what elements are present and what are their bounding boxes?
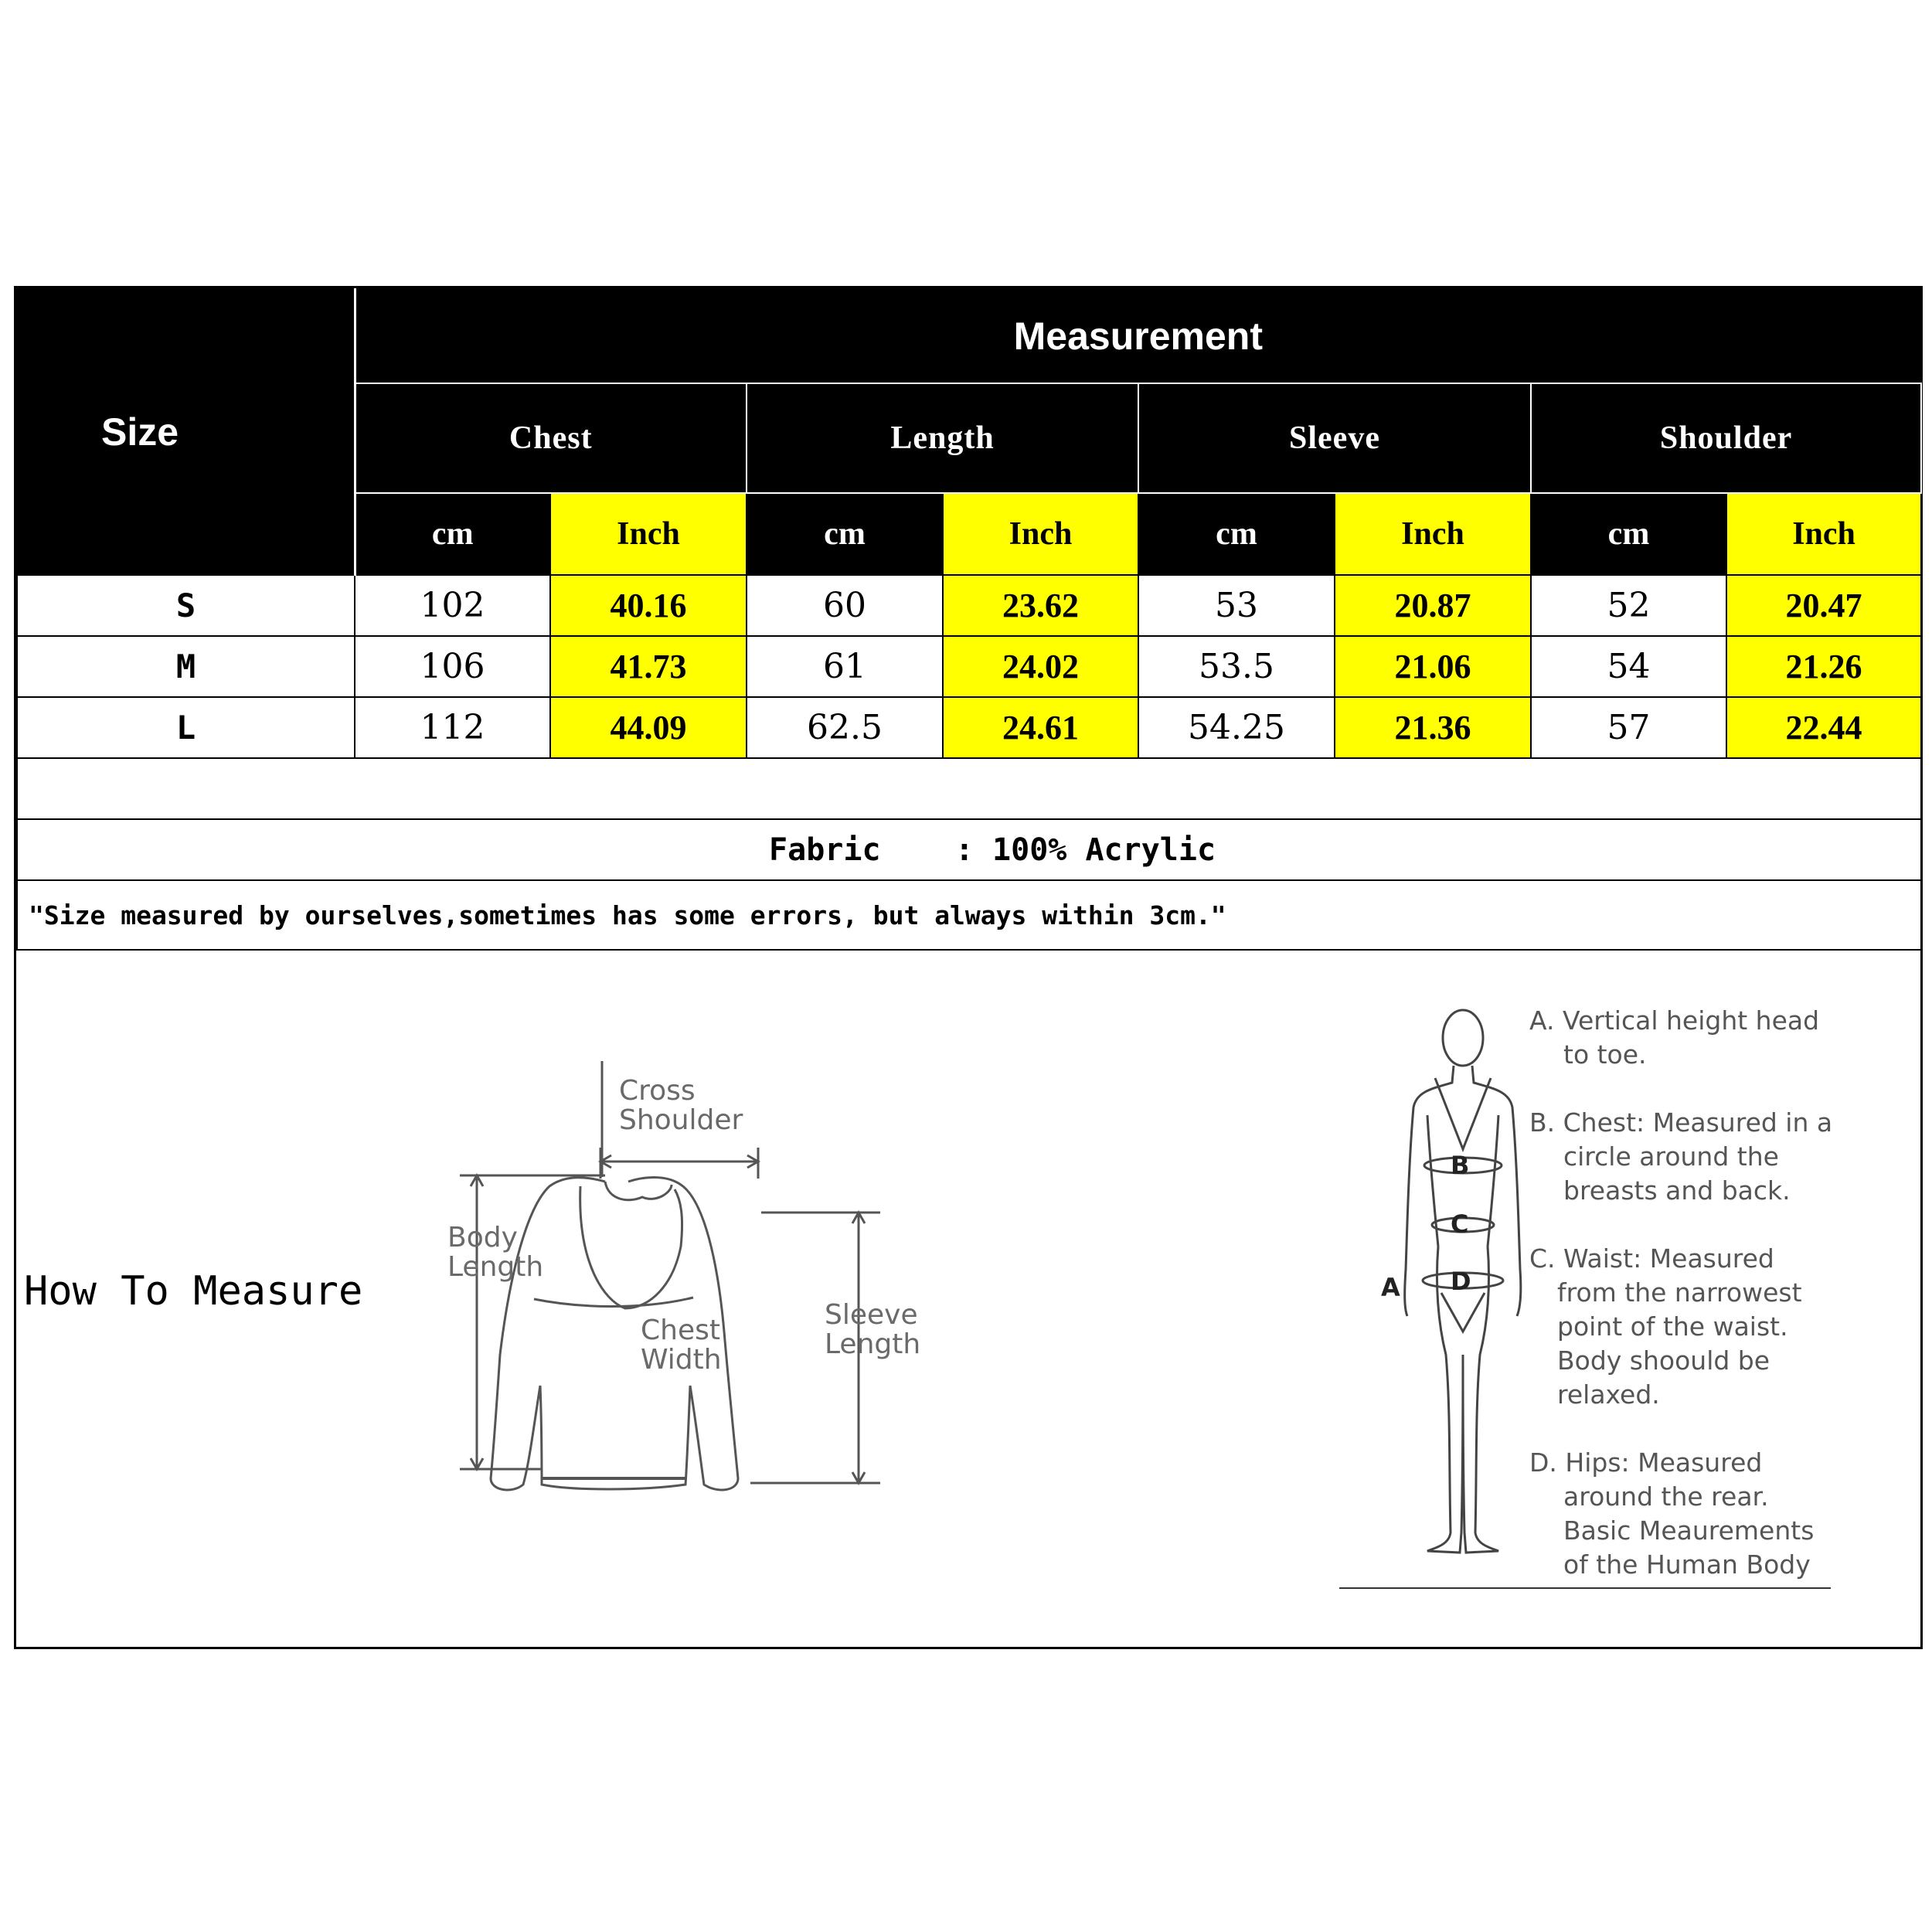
size-table	[16, 288, 1922, 951]
fabric-label: Fabric	[769, 832, 881, 868]
legend-a2: to toe.	[1563, 1039, 1647, 1070]
shoulder-cm-cell: 57	[1531, 697, 1726, 758]
legend-b1: B. Chest: Measured in a	[1529, 1107, 1833, 1138]
sleeve-inch-cell: 20.87	[1335, 575, 1531, 636]
legend-b3: breasts and back.	[1563, 1175, 1791, 1206]
table-row	[17, 575, 1921, 636]
table-row	[17, 697, 1921, 758]
blank-row	[17, 758, 1921, 819]
width-label: Width	[641, 1344, 722, 1376]
shoulder-cm-cell: 52	[1531, 575, 1726, 636]
length-cm-header: cm	[747, 493, 943, 575]
sleeve-inch-cell: 21.06	[1335, 636, 1531, 697]
sleeve-inch-cell: 21.36	[1335, 697, 1531, 758]
how-to-measure-label: How To Measure	[24, 1268, 363, 1315]
chest-header: Chest	[355, 383, 747, 493]
measure-legend	[1529, 1004, 1854, 1582]
marker-c: C	[1451, 1209, 1469, 1239]
sleeve-cm-cell: 53	[1138, 575, 1335, 636]
chest-inch-cell: 40.16	[550, 575, 747, 636]
size-cell: L	[17, 697, 355, 758]
measurement-header: Measurement	[355, 289, 1921, 383]
sleeve-cm-header: cm	[1138, 493, 1335, 575]
shoulder-inch-cell: 22.44	[1726, 697, 1921, 758]
legend-d3: Basic Meaurements	[1563, 1515, 1815, 1546]
legend-c2: from the narrowest	[1557, 1277, 1802, 1308]
shoulder-label: Shoulder	[619, 1104, 743, 1136]
marker-d: D	[1451, 1267, 1471, 1296]
body-diagram	[1361, 992, 1539, 1579]
size-header: Size	[17, 289, 355, 575]
sleeve-length-label: Length	[825, 1328, 921, 1360]
note-row	[17, 880, 1921, 950]
fabric-row	[17, 819, 1921, 880]
length-header: Length	[747, 383, 1138, 493]
chest-cm-cell: 102	[355, 575, 550, 636]
length-cm-cell: 62.5	[747, 697, 943, 758]
shoulder-inch-header: Inch	[1726, 493, 1921, 575]
shoulder-cm-header: cm	[1531, 493, 1726, 575]
body-length-label: Length	[447, 1251, 544, 1283]
length-cm-cell: 61	[747, 636, 943, 697]
shoulder-cm-cell: 54	[1531, 636, 1726, 697]
size-cell: S	[17, 575, 355, 636]
shoulder-inch-cell: 20.47	[1726, 575, 1921, 636]
length-inch-cell: 24.61	[943, 697, 1138, 758]
sleeve-label: Sleeve	[825, 1299, 918, 1331]
shoulder-inch-cell: 21.26	[1726, 636, 1921, 697]
sleeve-header: Sleeve	[1138, 383, 1531, 493]
legend-d4: of the Human Body	[1563, 1549, 1811, 1580]
legend-c3: point of the waist.	[1557, 1311, 1788, 1342]
legend-d2: around the rear.	[1563, 1481, 1769, 1512]
legend-c1: C. Waist: Measured	[1529, 1243, 1774, 1274]
chest-inch-cell: 44.09	[550, 697, 747, 758]
sweater-diagram	[426, 1061, 951, 1494]
length-cm-cell: 60	[747, 575, 943, 636]
size-chart	[14, 286, 1923, 1649]
chest-inch-header: Inch	[550, 493, 747, 575]
chest-cm-cell: 112	[355, 697, 550, 758]
legend-b2: circle around the	[1563, 1141, 1779, 1172]
chest-cm-header: cm	[355, 493, 550, 575]
marker-a: A	[1381, 1273, 1400, 1302]
body-label: Body	[447, 1222, 518, 1253]
legend-c5: relaxed.	[1557, 1379, 1660, 1410]
length-inch-cell: 23.62	[943, 575, 1138, 636]
table-row	[17, 636, 1921, 697]
size-note: "Size measured by ourselves,sometimes has some errors, but always within 3cm."	[17, 880, 1921, 950]
legend-a1: A. Vertical height head	[1529, 1005, 1820, 1036]
legend-d1: D. Hips: Measured	[1529, 1447, 1763, 1478]
sleeve-cm-cell: 54.25	[1138, 697, 1335, 758]
length-inch-header: Inch	[943, 493, 1138, 575]
chest-inch-cell: 41.73	[550, 636, 747, 697]
marker-b: B	[1451, 1151, 1470, 1180]
chest-cm-cell: 106	[355, 636, 550, 697]
length-inch-cell: 24.02	[943, 636, 1138, 697]
fabric-value: : 100% Acrylic	[954, 832, 1216, 868]
legend-underline	[1339, 1587, 1831, 1589]
sleeve-inch-header: Inch	[1335, 493, 1531, 575]
cross-label: Cross	[619, 1075, 696, 1107]
shoulder-header: Shoulder	[1531, 383, 1921, 493]
chest-label: Chest	[641, 1315, 720, 1346]
size-cell: M	[17, 636, 355, 697]
sleeve-cm-cell: 53.5	[1138, 636, 1335, 697]
legend-c4: Body shoould be	[1557, 1345, 1770, 1376]
